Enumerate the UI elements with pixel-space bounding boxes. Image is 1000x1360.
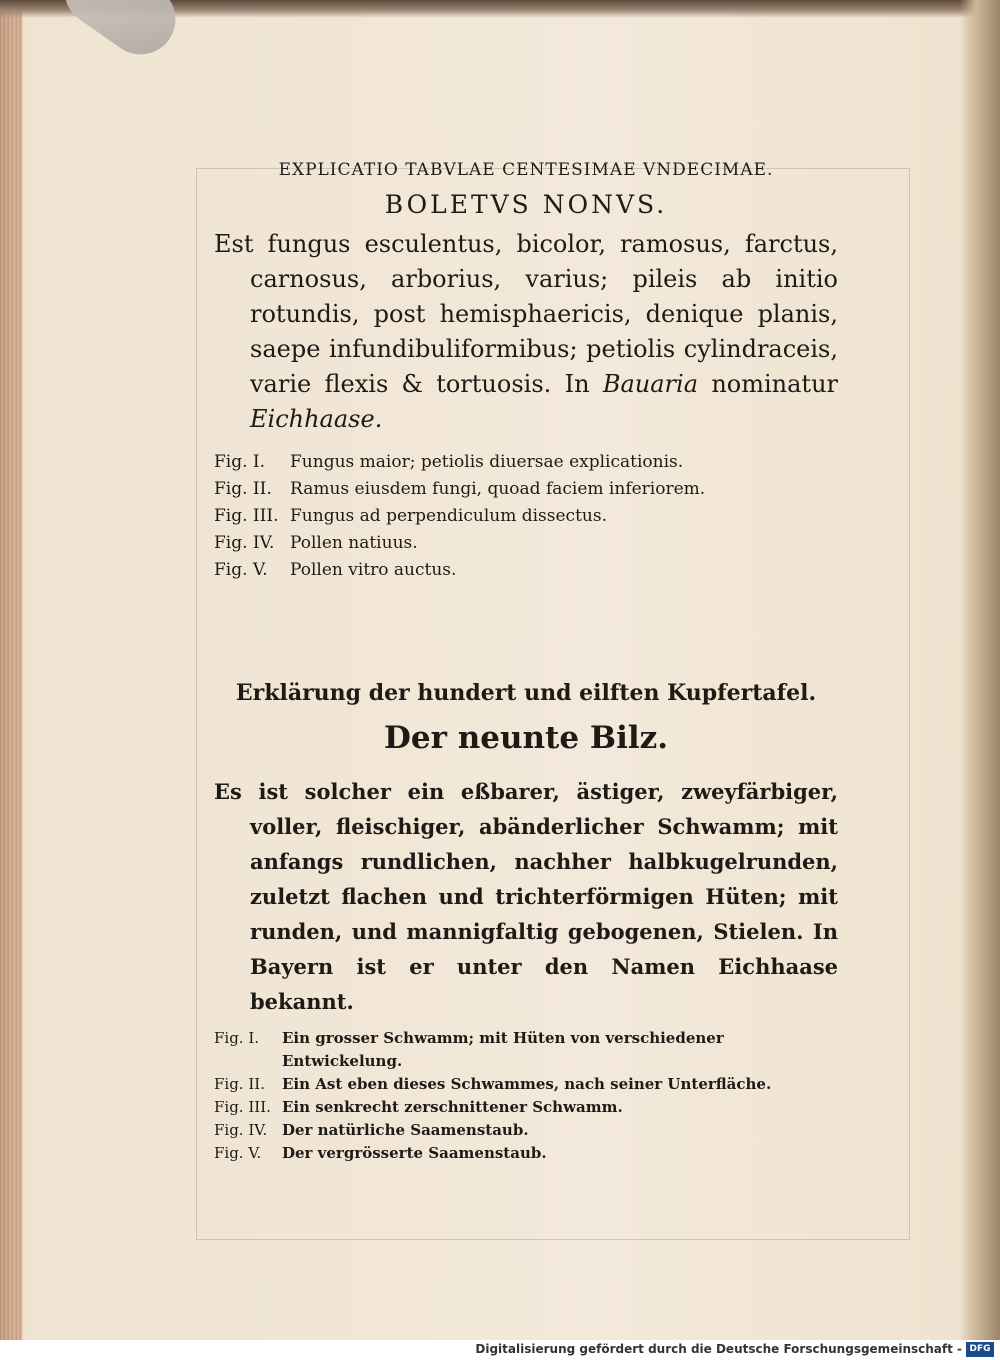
- figure-text: Ein senkrecht zerschnittener Schwamm.: [282, 1098, 623, 1116]
- figure-text: Fungus maior; petiolis diuersae explicationis.: [290, 452, 684, 472]
- latin-description-place: Bauaria: [602, 370, 699, 398]
- figure-label: Fig. IV.: [214, 533, 275, 553]
- latin-description-in: In: [564, 370, 590, 398]
- footer-credit: Digitalisierung gefördert durch die Deutsche Forschungsgemeinschaft -: [475, 1342, 962, 1356]
- latin-figure-item: [214, 503, 838, 530]
- latin-description: [214, 227, 838, 437]
- figure-label: Fig. III.: [214, 506, 279, 526]
- book-page-edges: [0, 0, 22, 1340]
- figure-label: Fig. I.: [214, 1029, 260, 1047]
- german-figure-item: [214, 1119, 838, 1142]
- figure-text: Ein grosser Schwamm; mit Hüten von verschiedener Entwickelung.: [282, 1029, 724, 1070]
- german-figure-item: [214, 1096, 838, 1119]
- latin-description-main: Est fungus esculentus, bicolor, ramosus, farctus, carnosus, arborius, varius; pileis ab initio rotundis, post hemisphaericis, denique planis, saepe infundibuliformibus; petiolis cylindraceis, varie flexis & tortuosis.: [214, 230, 838, 398]
- figure-text: Pollen vitro auctus.: [290, 560, 457, 580]
- figure-text: Pollen natiuus.: [290, 533, 418, 553]
- footer-bar: [0, 1340, 1000, 1360]
- page-text: [214, 150, 838, 1165]
- figure-label: Fig. II.: [214, 1075, 265, 1093]
- latin-figure-item: [214, 476, 838, 503]
- latin-figure-item: [214, 557, 838, 584]
- german-figure-item: [214, 1073, 838, 1096]
- figure-text: Fungus ad perpendiculum dissectus.: [290, 506, 607, 526]
- figure-label: Fig. V.: [214, 560, 268, 580]
- german-figure-list: [214, 1027, 838, 1165]
- german-header: Erklärung der hundert und eilften Kupfertafel.: [235, 680, 817, 706]
- figure-label: Fig. V.: [214, 1144, 262, 1162]
- latin-figure-item: [214, 530, 838, 557]
- figure-text: Ein Ast eben dieses Schwammes, nach seiner Unterfläche.: [282, 1075, 772, 1093]
- figure-text: Der natürliche Saamenstaub.: [282, 1121, 529, 1139]
- latin-figure-list: [214, 449, 838, 584]
- latin-title: BOLETVS NONVS.: [384, 190, 668, 219]
- dfg-logo: DFG: [966, 1342, 994, 1357]
- figure-text: Ramus eiusdem fungi, quoad faciem inferiorem.: [290, 479, 706, 499]
- german-figure-item: [214, 1027, 838, 1073]
- latin-description-name: Eichhaase.: [250, 405, 383, 433]
- latin-description-nominatur: nominatur: [711, 370, 839, 398]
- latin-header: EXPLICATIO TABVLAE CENTESIMAE VNDECIMAE.: [278, 160, 774, 180]
- book-right-edge: [960, 0, 1000, 1340]
- german-figure-item: [214, 1142, 838, 1165]
- german-title: Der neunte Bilz.: [383, 720, 669, 756]
- german-description: Es ist solcher ein eßbarer, ästiger, zweyfärbiger, voller, fleischiger, abänderlicher Schwamm; mit anfangs rundlichen, nachher halbkugelrunden, zuletzt flachen und trichterförmigen Hüten; mit runden, und mannigfaltig gebogenen, Stielen. In Bayern ist er unter den Namen Eichhaase bekannt.: [214, 779, 838, 1014]
- figure-label: Fig. III.: [214, 1098, 271, 1116]
- latin-figure-item: [214, 449, 838, 476]
- figure-text: Der vergrösserte Saamenstaub.: [282, 1144, 547, 1162]
- figure-label: Fig. I.: [214, 452, 266, 472]
- figure-label: Fig. II.: [214, 479, 272, 499]
- figure-label: Fig. IV.: [214, 1121, 268, 1139]
